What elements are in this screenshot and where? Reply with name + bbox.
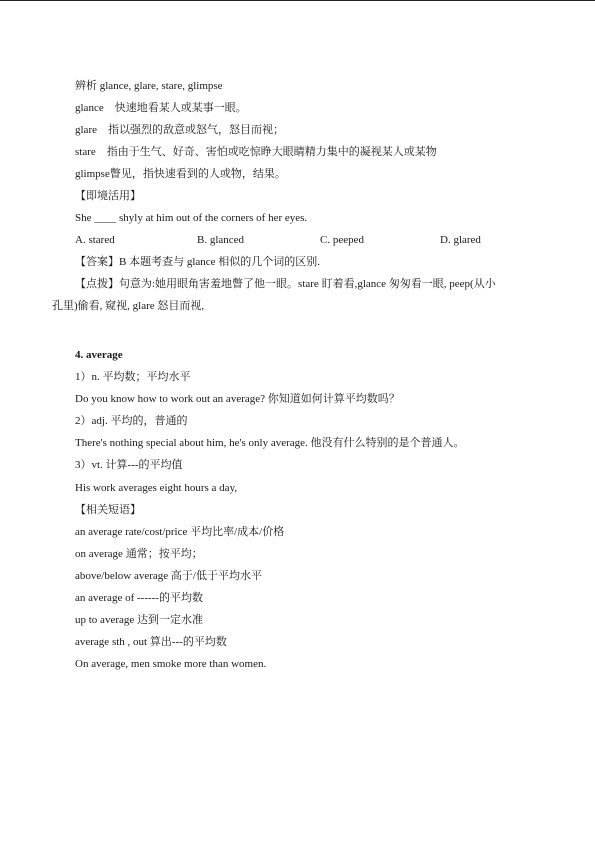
definition-stare: [75, 145, 437, 159]
definition-glimpse: [75, 167, 286, 181]
definition-word: glance: [75, 102, 104, 114]
list-item: 3）vt. 计算---的平均值: [75, 459, 183, 471]
definition-word: stare: [75, 146, 96, 158]
list-item: average sth , out 算出---的平均数: [75, 636, 227, 648]
section-heading: 4. average: [75, 349, 123, 361]
answer-text: 【答案】B 本题考查与 glance 相似的几个词的区别.: [75, 256, 321, 268]
definition-glare: [75, 123, 284, 137]
list-item: On average, men smoke more than women.: [75, 658, 267, 670]
list-item: an average rate/cost/price 平均比率/成本/价格: [75, 526, 285, 538]
definition-text: 瞥见，指快速看到的人或物，结果。: [109, 168, 286, 180]
list-item: up to average 达到一定水准: [75, 614, 203, 626]
list-item: There's nothing special about him, he's only average. 他没有什么特别的是个普通人。: [75, 437, 465, 449]
practice-label: 【即境活用】: [75, 190, 141, 202]
definition-text: 指由于生气、好奇、害怕或吃惊睁大眼睛精力集中的凝视某人或某物: [106, 146, 437, 158]
definition-word: glimpse: [75, 168, 110, 180]
question-text: She ____ shyly at him out of the corners of her eyes.: [75, 212, 308, 224]
list-item: 1）n. 平均数；平均水平: [75, 371, 191, 383]
top-border-line: [0, 0, 595, 1]
option-c: C. peeped: [320, 234, 364, 246]
list-item: His work averages eight hours a day,: [75, 482, 238, 494]
option-b: B. glanced: [197, 234, 245, 246]
list-item: on average 通常；按平均；: [75, 548, 203, 560]
list-item: 2）adj. 平均的，普通的: [75, 415, 188, 427]
section-title: 辨析 glance, glare, stare, glimpse: [75, 80, 223, 92]
option-d: D. glared: [440, 234, 481, 246]
option-a: A. stared: [75, 234, 115, 246]
definition-word: glare: [75, 124, 97, 136]
list-item: Do you know how to work out an average? 你知道如何计算平均数吗？: [75, 393, 400, 405]
definition-glance: [75, 101, 247, 115]
list-item: an average of ------的平均数: [75, 592, 203, 604]
note-line-1: 【点拨】句意为:她用眼角害羞地瞥了他一眼。stare 盯着看,glance 匆匆看一眼, peep(从小: [75, 278, 496, 290]
list-item: above/below average 高于/低于平均水平: [75, 570, 262, 582]
list-item: 【相关短语】: [75, 504, 141, 516]
definition-text: 指以强烈的敌意或怒气，怒目而视；: [107, 124, 284, 136]
note-line-2: 孔里)偷看, 窥视, glare 怒目而视,: [52, 300, 205, 312]
definition-text: 快速地看某人或某事一眼。: [114, 102, 247, 114]
